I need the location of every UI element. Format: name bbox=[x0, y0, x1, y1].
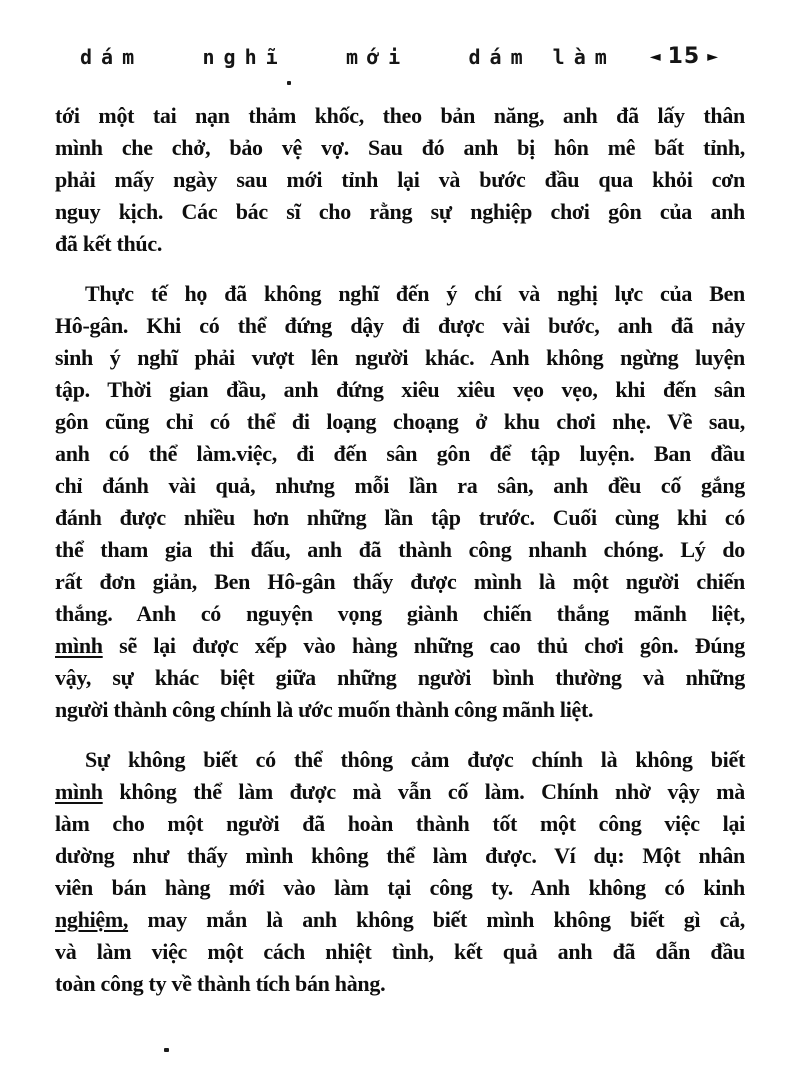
running-title-word: dám làm bbox=[468, 45, 616, 69]
ink-dot bbox=[164, 1048, 169, 1052]
text-line: và làm việc một cách nhiệt tình, kết quả anh đã dẫn đầu bbox=[55, 939, 745, 964]
text-line: Sự không biết có thể thông cảm được chính là không biết bbox=[85, 747, 745, 772]
text-line: người thành công chính là ước muốn thành công mãnh liệt. bbox=[55, 697, 594, 722]
text-line: rất đơn giản, Ben Hô-gân thấy được mình là một người chiến bbox=[55, 569, 745, 594]
running-title-word: dám bbox=[80, 45, 144, 69]
next-page-icon: ► bbox=[707, 49, 718, 65]
text-line: vậy, sự khác biệt giữa những người bình thường và những bbox=[55, 665, 745, 690]
ink-dot bbox=[287, 81, 291, 85]
page-header bbox=[80, 42, 718, 72]
text-line: Hô-gân. Khi có thể đứng dậy đi được vài bước, anh đã nảy bbox=[55, 313, 745, 338]
text-line: mình che chở, bảo vệ vợ. Sau đó anh bị hôn mê bất tỉnh, bbox=[55, 135, 745, 160]
text-line: mình sẽ lại được xếp vào hàng những cao thủ chơi gôn. Đúng bbox=[55, 633, 745, 658]
running-title bbox=[80, 45, 616, 69]
text-line: gôn cũng chỉ có thể đi loạng choạng ở khu chơi nhẹ. Về sau, bbox=[55, 409, 745, 434]
text-line: sinh ý nghĩ phải vượt lên người khác. Anh không ngừng luyện bbox=[55, 345, 745, 370]
text-line: làm cho một người đã hoàn thành tốt một công việc lại bbox=[55, 811, 745, 836]
text-line: đã kết thúc. bbox=[55, 231, 163, 256]
underlined-word: nghiệm, bbox=[55, 907, 129, 932]
text-line: thắng. Anh có nguyện vọng giành chiến thắng mãnh liệt, bbox=[55, 601, 745, 626]
text-line: chỉ đánh vài quả, nhưng mỗi lần ra sân, anh đều cố gắng bbox=[55, 473, 745, 498]
text-line: mình không thể làm được mà vẫn cố làm. Chính nhờ vậy mà bbox=[55, 779, 745, 804]
text-line: phải mấy ngày sau mới tỉnh lại và bước đầu qua khỏi cơn bbox=[55, 167, 745, 192]
paragraph bbox=[55, 278, 745, 726]
paragraph bbox=[55, 100, 745, 260]
text-line: nghiệm, may mắn là anh không biết mình không biết gì cả, bbox=[55, 907, 745, 932]
text-line: toàn công ty về thành tích bán hàng. bbox=[55, 971, 386, 996]
text-line: đánh được nhiều hơn những lần tập trước. Cuối cùng khi có bbox=[55, 505, 745, 530]
body-text bbox=[55, 100, 745, 1000]
page-number: 15 bbox=[667, 44, 701, 69]
page-marker bbox=[650, 46, 718, 68]
running-title-word: nghĩ bbox=[202, 45, 287, 69]
paragraph bbox=[55, 744, 745, 1000]
prev-page-icon: ◄ bbox=[649, 49, 661, 65]
text-line: Thực tế họ đã không nghĩ đến ý chí và nghị lực của Ben bbox=[85, 281, 745, 306]
text-line: dường như thấy mình không thể làm được. Ví dụ: Một nhân bbox=[55, 843, 745, 868]
running-title-word: mới bbox=[346, 45, 410, 69]
text-line: nguy kịch. Các bác sĩ cho rằng sự nghiệp chơi gôn của anh bbox=[55, 199, 745, 224]
text-line: anh có thể làm.việc, đi đến sân gôn để tập luyện. Ban đầu bbox=[55, 441, 745, 466]
text-line: tới một tai nạn thảm khốc, theo bản năng, anh đã lấy thân bbox=[55, 103, 745, 128]
text-line: viên bán hàng mới vào làm tại công ty. Anh không có kinh bbox=[55, 875, 745, 900]
text-line: thể tham gia thi đấu, anh đã thành công nhanh chóng. Lý do bbox=[55, 537, 745, 562]
text-line: tập. Thời gian đầu, anh đứng xiêu xiêu vẹo vẹo, khi đến sân bbox=[55, 377, 745, 402]
underlined-word: mình bbox=[55, 779, 103, 804]
underlined-word: mình bbox=[55, 633, 103, 658]
